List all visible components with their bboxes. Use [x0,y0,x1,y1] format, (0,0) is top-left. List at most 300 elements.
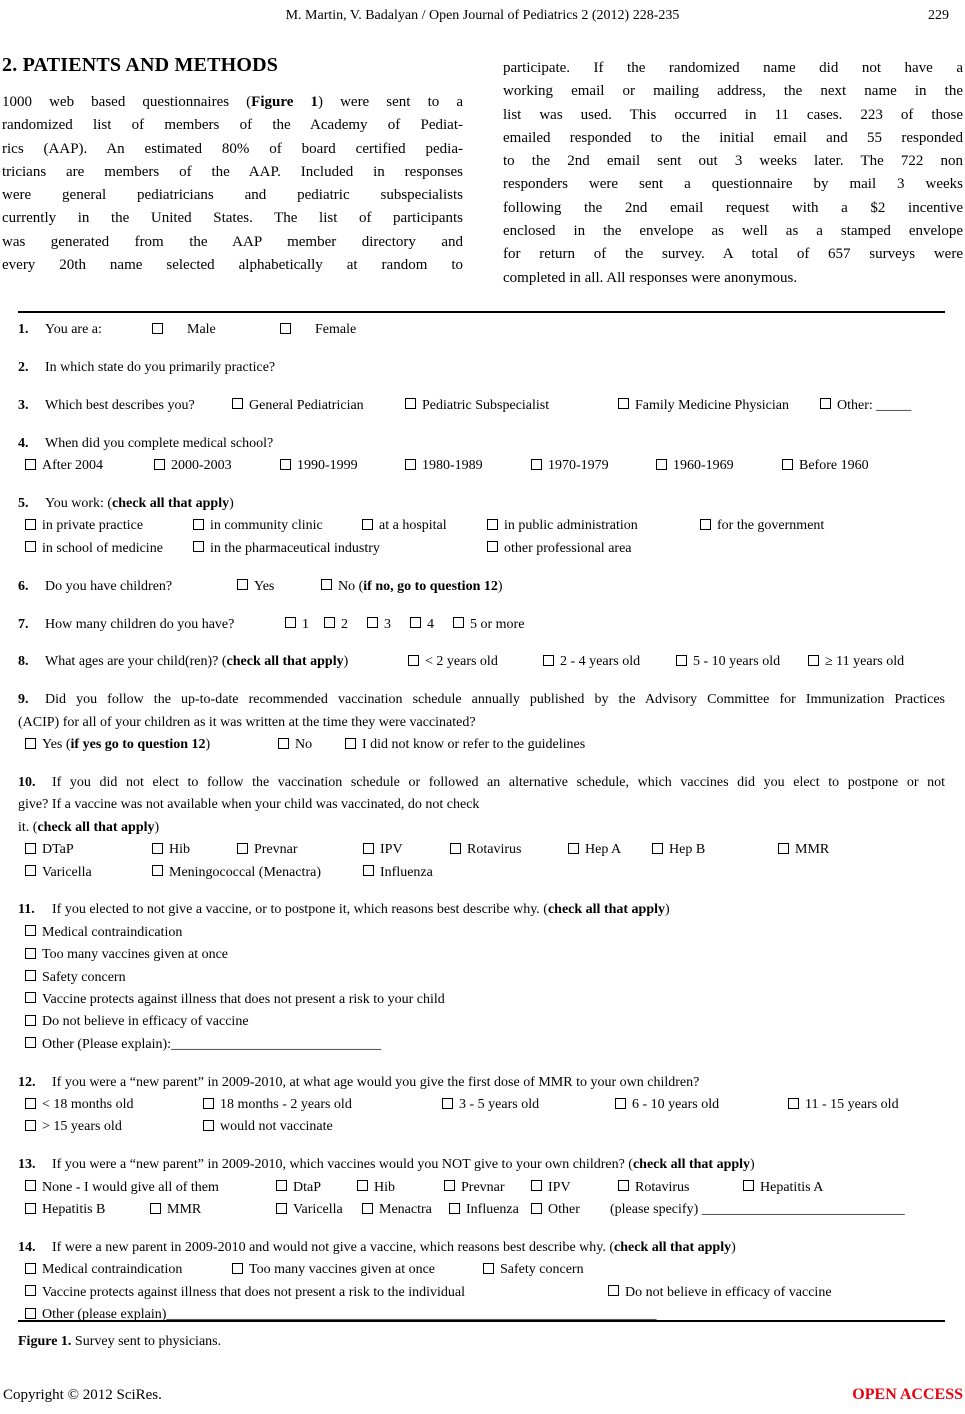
checkbox-icon [363,865,374,876]
paragraph-line: currently in the United States. The list of participants [2,210,463,227]
checkbox-option [442,1094,539,1116]
checkbox-icon [608,1285,619,1296]
paragraph-line: randomized list of members of the Academy of Pediat- [2,117,463,134]
option-label: Hib [169,842,190,858]
checkbox-icon [652,843,663,854]
option-label: Safety concern [42,969,126,985]
option-label: Family Medicine Physician [635,397,789,413]
checkbox-option [232,395,364,417]
checkbox-icon [367,617,378,628]
paragraph-line: working email or mailing address, the next name in the [503,83,963,100]
checkbox-icon [25,1180,36,1191]
checkbox-option [808,651,904,673]
option-label: in public administration [504,518,638,534]
question-text: How many children do you have? [45,616,235,632]
checkbox-icon [676,655,687,666]
option-label: in school of medicine [42,540,163,556]
question-text: If you were a “new parent” in 2009-2010, at what age would you give the first dose of MMR to your own children? [52,1074,700,1090]
question-text: If you elected to not give a vaccine, or to postpone it, which reasons best describe why. (check all that apply) [52,902,670,918]
checkbox-option [608,1282,832,1304]
checkbox-icon [405,398,416,409]
checkbox-icon [442,1098,453,1109]
option-label: in community clinic [210,518,323,534]
checkbox-icon [808,655,819,666]
question-number: 8. [18,654,29,670]
checkbox-option [652,839,705,861]
option-label: 1990-1999 [297,458,358,474]
checkbox-icon [25,970,36,981]
option-label: Rotavirus [635,1179,690,1195]
option-label: Varicella [42,864,92,880]
option-label: Influenza [380,864,433,880]
paragraph-line: to the 2nd email sent out 3 weeks later. The 722 non [503,153,963,170]
question-text: If you were a “new parent” in 2009-2010, which vaccines would you NOT give to your own children? (check all that apply) [52,1157,755,1173]
checkbox-option [453,614,524,636]
option-label: DtaP [293,1179,321,1195]
question-number: 2. [18,359,29,375]
checkbox-option [820,395,911,417]
option-label: Other (please explain)______________________________________________________________________ [42,1307,657,1323]
option-label: Hepatitis A [760,1179,824,1195]
checkbox-option [285,614,309,636]
figure-caption-text: Survey sent to physicians. [74,1334,222,1349]
checkbox-option [276,1177,321,1199]
option-label: < 18 months old [42,1097,134,1113]
question-number: 11. [18,902,35,918]
checkbox-icon [788,1098,799,1109]
question-2 [18,357,945,379]
question-number: 5. [18,495,29,511]
option-label: 1 [302,616,309,632]
checkbox-icon [152,323,163,334]
checkbox-option [25,1259,182,1281]
option-label: Do not believe in efficacy of vaccine [625,1284,832,1300]
checkbox-option [25,839,74,861]
option-label: ≥ 11 years old [825,654,905,670]
option-label: 18 months - 2 years old [220,1097,352,1113]
checkbox-icon [778,843,789,854]
checkbox-option [25,538,163,560]
checkbox-icon [276,1203,287,1214]
checkbox-option [410,614,434,636]
checkbox-option [531,455,609,477]
checkbox-option [656,455,734,477]
checkbox-icon [444,1180,455,1191]
checkbox-option [25,734,210,756]
checkbox-option [203,1094,352,1116]
option-label: Hib [374,1179,395,1195]
checkbox-icon [25,541,36,552]
question-13 [18,1154,945,1221]
checkbox-icon [278,738,289,749]
paragraph-line: list was used. This occurred in 11 cases. 223 of those [503,106,963,123]
checkbox-option [782,455,869,477]
checkbox-icon [362,519,373,530]
checkbox-icon [276,1180,287,1191]
specify-blank: (please specify) _____________________________ [610,1202,905,1218]
checkbox-icon [203,1120,214,1131]
checkbox-icon [232,1263,243,1274]
checkbox-icon [410,617,421,628]
question-text: In which state do you primarily practice? [45,359,276,375]
paragraph-line: 1000 web based questionnaires (Figure 1) were sent to a [2,94,463,110]
paragraph-line: enclosed in the envelope as well as a stamped envelope [503,223,963,240]
checkbox-icon [483,1263,494,1274]
question-12 [18,1072,945,1139]
checkbox-icon [237,843,248,854]
checkbox-option [154,455,232,477]
option-label: Pediatric Subspecialist [422,397,550,413]
checkbox-option [232,1259,435,1281]
checkbox-icon [363,843,374,854]
checkbox-icon [357,1180,368,1191]
option-label: MMR [795,842,830,858]
checkbox-icon [152,865,163,876]
option-label: Vaccine protects against illness that does not present a risk to your child [42,991,445,1007]
option-label: DTaP [42,842,74,858]
question-3 [18,395,945,417]
option-label: IPV [380,842,403,858]
question-10 [18,772,945,884]
checkbox-icon [152,843,163,854]
option-label: Medical contraindication [42,924,183,940]
survey-figure [18,311,945,1322]
option-label: > 15 years old [42,1119,122,1135]
option-label: 2000-2003 [171,458,232,474]
checkbox-option [449,1199,519,1221]
checkbox-icon [154,459,165,470]
checkbox-icon [285,617,296,628]
checkbox-option [25,515,143,537]
checkbox-icon [487,519,498,530]
checkbox-option [531,1177,571,1199]
paragraph-line: participate. If the randomized name did not have a [503,60,963,76]
question-number: 7. [18,616,29,632]
option-label: After 2004 [42,458,104,474]
checkbox-icon [324,617,335,628]
question-text: If were a new parent in 2009-2010 and would not give a vaccine, which reasons best describe why. (check all that apply) [52,1240,736,1255]
checkbox-option [345,734,585,756]
option-label: General Pediatrician [249,397,364,413]
checkbox-option [363,862,433,884]
question-11 [18,899,945,1056]
question-text: it. (check all that apply) [18,819,160,835]
option-label: MMR [167,1202,202,1218]
checkbox-option [193,538,380,560]
checkbox-icon [25,992,36,1003]
paragraph-line: was generated from the AAP member directory and [2,233,463,250]
option-label: Too many vaccines given at once [42,947,229,963]
question-1 [18,319,945,341]
question-text: When did you complete medical school? [45,435,274,451]
checkbox-icon [25,1285,36,1296]
checkbox-option [615,1094,719,1116]
option-label: Hepatitis B [42,1202,106,1218]
checkbox-option [743,1177,823,1199]
paragraph-line: responders were sent a questionnaire by mail 3 weeks [503,176,963,193]
checkbox-option [408,651,498,673]
checkbox-icon [25,925,36,936]
checkbox-icon [405,459,416,470]
question-number: 10. [18,774,36,790]
checkbox-icon [193,519,204,530]
question-text: You work: (check all that apply) [45,495,234,511]
checkbox-option [25,1094,134,1116]
option-label: Male [187,322,216,337]
checkbox-option [25,1282,465,1304]
checkbox-icon [237,579,248,590]
option-label: 2 [341,616,348,632]
checkbox-icon [321,579,332,590]
option-label: Other [548,1202,580,1218]
option-label: 4 [427,616,434,632]
option-label: 6 - 10 years old [632,1097,720,1113]
option-label: would not vaccinate [220,1119,333,1135]
checkbox-option [487,538,632,560]
checkbox-option [203,1116,333,1138]
checkbox-icon [568,843,579,854]
checkbox-icon [25,1015,36,1026]
checkbox-icon [487,541,498,552]
checkbox-option [618,395,789,417]
option-label: Too many vaccines given at once [249,1262,436,1278]
checkbox-icon [280,459,291,470]
checkbox-icon [531,1203,542,1214]
checkbox-option [321,576,503,598]
paragraph-line: every 20th name selected alphabetically at random to [2,257,463,274]
checkbox-icon [25,1308,36,1319]
checkbox-icon [25,1263,36,1274]
checkbox-option [362,1199,432,1221]
checkbox-icon [25,865,36,876]
option-label: 11 - 15 years old [805,1097,899,1113]
checkbox-icon [232,398,243,409]
option-label: Prevnar [254,842,298,858]
figure-caption-label: Figure 1. [18,1334,72,1349]
checkbox-option [531,1199,580,1221]
paragraph-line: following the 2nd email request with a $2 incentive [503,199,963,216]
checkbox-option [788,1094,899,1116]
checkbox-icon [700,519,711,530]
checkbox-option [25,455,103,477]
option-label: 5 - 10 years old [693,654,781,670]
paragraph-line: were general pediatricians and pediatric subspecialists [2,187,463,204]
checkbox-option [25,1116,122,1138]
checkbox-icon [25,1037,36,1048]
checkbox-icon [782,459,793,470]
checkbox-option [367,614,391,636]
checkbox-icon [25,1120,36,1131]
option-label: for the government [717,518,825,534]
paragraph-line: emailed responded to the initial email and 55 responded [503,129,963,146]
option-label: Meningococcal (Menactra) [169,864,321,880]
checkbox-icon [656,459,667,470]
checkbox-icon [150,1203,161,1214]
option-label: Vaccine protects against illness that does not present a risk to the individual [42,1284,466,1300]
option-label: Medical contraindication [42,1262,183,1278]
checkbox-option [152,862,321,884]
checkbox-option [618,1177,689,1199]
option-label: No [295,737,313,753]
question-text: What ages are your child(ren)? (check all that apply) [45,654,349,670]
checkbox-option [237,839,298,861]
checkbox-icon [453,617,464,628]
option-label: Yes (if yes go to question 12) [42,737,211,753]
option-label: Rotavirus [467,842,522,858]
checkbox-icon [531,459,542,470]
question-text: (ACIP) for all of your children as it was written at the time they were vaccinated? [18,714,476,730]
option-label: Hep A [585,842,622,858]
question-text: Did you follow the up-to-date recommended vaccination schedule annually published by the Advisory Committee for Immunization Practices [45,692,945,708]
checkbox-icon [449,1203,460,1214]
option-label: other professional area [504,540,632,556]
checkbox-icon [193,541,204,552]
checkbox-option [280,319,356,341]
question-text: Do you have children? [45,578,173,594]
checkbox-icon [25,1098,36,1109]
option-label: Varicella [293,1202,343,1218]
checkbox-icon [345,738,356,749]
checkbox-option [405,455,483,477]
checkbox-icon [25,738,36,749]
question-9 [18,689,945,756]
checkbox-option [487,515,638,537]
checkbox-option [543,651,640,673]
question-8 [18,651,945,673]
question-6 [18,576,945,598]
checkbox-icon [543,655,554,666]
checkbox-option [676,651,780,673]
open-access-badge: OPEN ACCESS [852,1386,963,1403]
left-column [2,54,463,277]
option-label: 2 - 4 years old [560,654,641,670]
checkbox-icon [618,1180,629,1191]
option-label: in the pharmaceutical industry [210,540,380,556]
option-label: Other (Please explain):______________________________ [42,1036,382,1052]
option-label: 5 or more [470,616,525,632]
option-label: Menactra [379,1202,432,1218]
page-number: 229 [928,8,949,23]
checkbox-icon [820,398,831,409]
question-text: Which best describes you? [45,397,195,413]
checkbox-option [700,515,824,537]
figure-caption [18,1334,221,1350]
checkbox-option [363,839,403,861]
option-label: 1970-1979 [548,458,609,474]
checkbox-icon [280,323,291,334]
option-label: 3 - 5 years old [459,1097,540,1113]
question-text: give? If a vaccine was not available when your child was vaccinated, do not check [18,797,480,813]
option-label: Female [315,322,357,337]
option-label: Other: _____ [837,397,912,413]
paragraph-line: completed in all. All responses were anonymous. [503,269,798,286]
question-4 [18,433,945,478]
checkbox-option [25,1177,219,1199]
option-label: I did not know or refer to the guidelines [362,737,586,753]
paragraph-line: for return of the survey. A total of 657 surveys were [503,246,963,263]
checkbox-option [150,1199,201,1221]
checkbox-option [450,839,521,861]
checkbox-option [405,395,549,417]
running-head: M. Martin, V. Badalyan / Open Journal of Pediatrics 2 (2012) 228-235 [285,8,680,23]
checkbox-icon [203,1098,214,1109]
checkbox-icon [743,1180,754,1191]
checkbox-icon [450,843,461,854]
checkbox-option [152,319,216,341]
checkbox-icon [362,1203,373,1214]
question-text: If you did not elect to follow the vaccination schedule or followed an alternative schedule, which vaccines did you elect to postpone or not [52,774,945,790]
question-number: 12. [18,1074,36,1090]
checkbox-option [324,614,348,636]
option-label: None - I would give all of them [42,1179,219,1195]
question-number: 6. [18,578,29,594]
checkbox-icon [408,655,419,666]
checkbox-option [276,1199,343,1221]
checkbox-icon [25,459,36,470]
checkbox-option [568,839,621,861]
question-number: 3. [18,397,29,413]
option-label: 1960-1969 [673,458,734,474]
copyright-text: Copyright © 2012 SciRes. [3,1387,162,1403]
right-column [503,57,963,290]
option-label: Hep B [669,842,706,858]
checkbox-option [778,839,829,861]
checkbox-option [444,1177,505,1199]
checkbox-icon [618,398,629,409]
checkbox-icon [25,948,36,959]
checkbox-option [357,1177,395,1199]
checkbox-option [25,1199,105,1221]
option-label: IPV [548,1179,571,1195]
paragraph-line: tricians are members of the AAP. Included in responses [2,163,463,180]
option-label: Before 1960 [799,458,869,474]
option-label: Do not believe in efficacy of vaccine [42,1014,249,1030]
question-14 [18,1237,945,1327]
checkbox-icon [615,1098,626,1109]
paragraph-line: rics (AAP). An estimated 80% of board certified pedia- [2,140,463,157]
checkbox-option [362,515,447,537]
question-number: 14. [18,1240,36,1255]
option-label: < 2 years old [425,654,498,670]
checkbox-option [152,839,190,861]
checkbox-icon [25,519,36,530]
section-heading: 2. PATIENTS AND METHODS [2,54,279,76]
option-label: Yes [254,578,275,594]
question-5 [18,493,945,560]
checkbox-icon [25,1203,36,1214]
checkbox-option [25,862,92,884]
option-label: Influenza [466,1202,519,1218]
option-label: 1980-1989 [422,458,483,474]
option-label: No (if no, go to question 12) [338,578,503,594]
option-label: in private practice [42,518,144,534]
option-label: Prevnar [461,1179,505,1195]
option-label: at a hospital [379,518,447,534]
option-label: 3 [384,616,391,632]
question-number: 13. [18,1157,36,1173]
checkbox-option [280,455,358,477]
checkbox-option [193,515,323,537]
checkbox-option [278,734,312,756]
question-number: 4. [18,435,29,451]
question-text: You are a: [45,322,102,337]
checkbox-option [483,1259,584,1281]
question-number: 1. [18,322,29,337]
checkbox-icon [25,843,36,854]
question-number: 9. [18,692,29,708]
checkbox-icon [531,1180,542,1191]
question-7 [18,614,945,636]
